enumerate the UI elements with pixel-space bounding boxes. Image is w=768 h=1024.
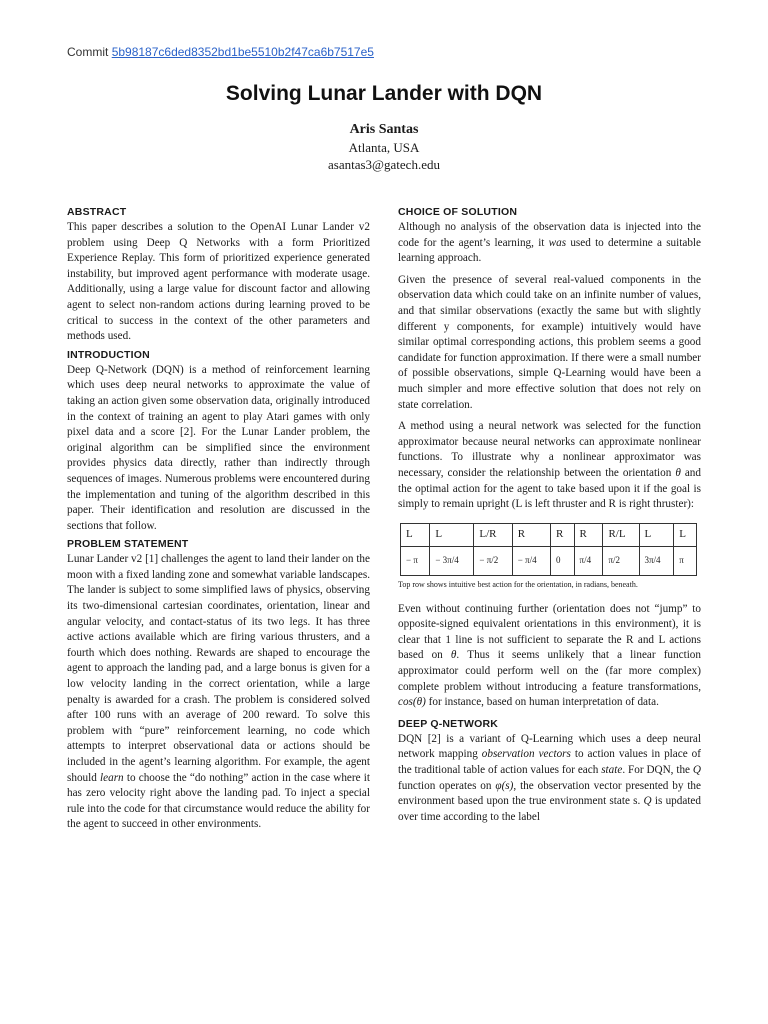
- author-name: Aris Santas: [349, 122, 419, 137]
- table-caption: Top row shows intuitive best action for the orientation, in radians, beneath.: [398, 579, 638, 589]
- table-cell: R: [574, 523, 603, 546]
- author-affiliation: Atlanta, USA: [348, 140, 420, 155]
- paper-title: Solving Lunar Lander with DQN: [225, 82, 543, 105]
- table-cell: L: [401, 523, 430, 546]
- choice-heading: CHOICE OF SOLUTION: [398, 206, 518, 218]
- right-column: [398, 205, 701, 831]
- author-email: asantas3@gatech.edu: [328, 157, 440, 172]
- deep-q-network-heading: DEEP Q-NETWORK: [398, 717, 499, 730]
- table-cell: π/2: [603, 546, 639, 575]
- choice-paragraph-3: A method using a neural network was selected for the function approximator because neural networks can approximate nonlinear functions. To illustrate why a nonlinear approximator was necessary, consider the relationship between the orientation θ and the optimal action for the agent to take based upon it if the goal is simply to remain upright (L is left thruster and R is right thruster):: [398, 420, 701, 511]
- table-cell: 0: [551, 546, 575, 575]
- introduction-heading: INTRODUCTION: [67, 348, 150, 361]
- commit-hash-link[interactable]: 5b98187c6ded8352bd1be5510b2f47ca6b7517e5: [111, 45, 374, 59]
- table-cell: π: [674, 546, 697, 575]
- table-cell: L: [430, 523, 474, 546]
- table-cell: R: [512, 523, 550, 546]
- table-cell: − 3π/4: [430, 546, 474, 575]
- table-cell: L: [674, 523, 697, 546]
- commit-line: [67, 45, 374, 59]
- abstract-heading: ABSTRACT: [67, 206, 127, 218]
- table-cell: − π: [401, 546, 430, 575]
- table-cell: R: [551, 523, 575, 546]
- table-cell: − π/2: [474, 546, 512, 575]
- problem-statement-heading: PROBLEM STATEMENT: [67, 538, 189, 551]
- table-cell: L: [639, 523, 674, 546]
- introduction-text: Deep Q-Network (DQN) is a method of reinforcement learning which uses deep neural networks to approximate the value of taking an action given some observation data, originally introduced in the context of training an agent to play Atari games with only pixel data and a score [2]. For the Lunar Lander problem, the original algorithm can be simplified since the environment provides physics data directly, rather than indirectly through sequences of images. Numerous problems were encountered during the implementation and tuning of the algorithm described in this paper. Their identification and resolution are discussed in the sections that follow.: [67, 363, 370, 532]
- action-row: [401, 523, 697, 546]
- orientation-row: [401, 546, 697, 575]
- commit-label: Commit: [67, 45, 109, 59]
- table-cell: L/R: [474, 523, 512, 546]
- abstract-text: This paper describes a solution to the OpenAI Lunar Lander v2 problem using Deep Q Networks with a form Prioritized Experience Replay. This form of prioritized experience generated instability, but improved agent performance with moderate usage. Additionally, using a large value for discount factor and allowing agent to select non-random actions during learning proved to be critical to success in the context of the other parameters and methods used.: [67, 221, 370, 343]
- table-cell: 3π/4: [639, 546, 674, 575]
- choice-paragraph-2: Given the presence of several real-valued components in the observation data which could take on an infinite number of values, and that similar observations (exactly the same but with slightly different y components, for example) intuitively would have similar optimal corresponding actions, this problem seems a good candidate for function approximation. If there were a small number of possible observations, simple Q-Learning would have been a much simpler and more effective solution that does not rely on state correlation.: [398, 273, 701, 411]
- after-table-paragraph: Even without continuing further (orientation does not “jump” to opposite-signed equivalent orientations in this environment), it is clear that 1 line is not sufficient to separate the R and L actions based on θ. Thus it seems unlikely that a linear function approximator could perform well on the (far more complex) complete problem without introducing a feature transformations, cos(θ) for instance, based on human interpretation of data.: [398, 602, 701, 709]
- orientation-action-table: [400, 523, 697, 576]
- deep-q-network-text: DQN [2] is a variant of Q-Learning which uses a deep neural network mapping observation vectors to action values in place of the traditional table of action values for each state. For DQN, the Q function operates on φ(s), the observation vector presented by the environment based upon the true environment state s. Q is updated over time according to the label: [398, 732, 701, 823]
- table-cell: π/4: [574, 546, 603, 575]
- table-cell: − π/4: [512, 546, 550, 575]
- problem-statement-text: Lunar Lander v2 [1] challenges the agent to land their lander on the moon with a fixed landing zone and somewhat variable landscapes. The lander is subject to some simplified laws of physics, observing its two-dimensional cartesian coordinates, orientation, linear and angular velocity, and contact-status of its two legs. It has three active actions available which are firing various thrusters, and a fourth which does nothing. Rewards are shaped to encourage the agent to approach the landing pad, and a large bonus is given for a low velocity landing in the correct orientation, while a large penalty is awarded for a crash. The problem is considered solved after 100 runs with an average of 200 reward. To solve this problem with “pure” reinforcement learning, no code which attempts to interpret observational data or actions should be included in the agent’s learning algorithm. For example, the agent should learn to choose the “do nothing” action in the case where it has zero velocity right above the landing pad. To inject a special rule into the code for that circumstance would reduce the ability for the agent to succeed in other environments.: [67, 553, 370, 831]
- left-column: [67, 205, 370, 836]
- table-cell: R/L: [603, 523, 639, 546]
- choice-paragraph-1: Although no analysis of the observation data is injected into the code for the agent’s learning, it was used to determine a suitable learning approach.: [398, 221, 701, 265]
